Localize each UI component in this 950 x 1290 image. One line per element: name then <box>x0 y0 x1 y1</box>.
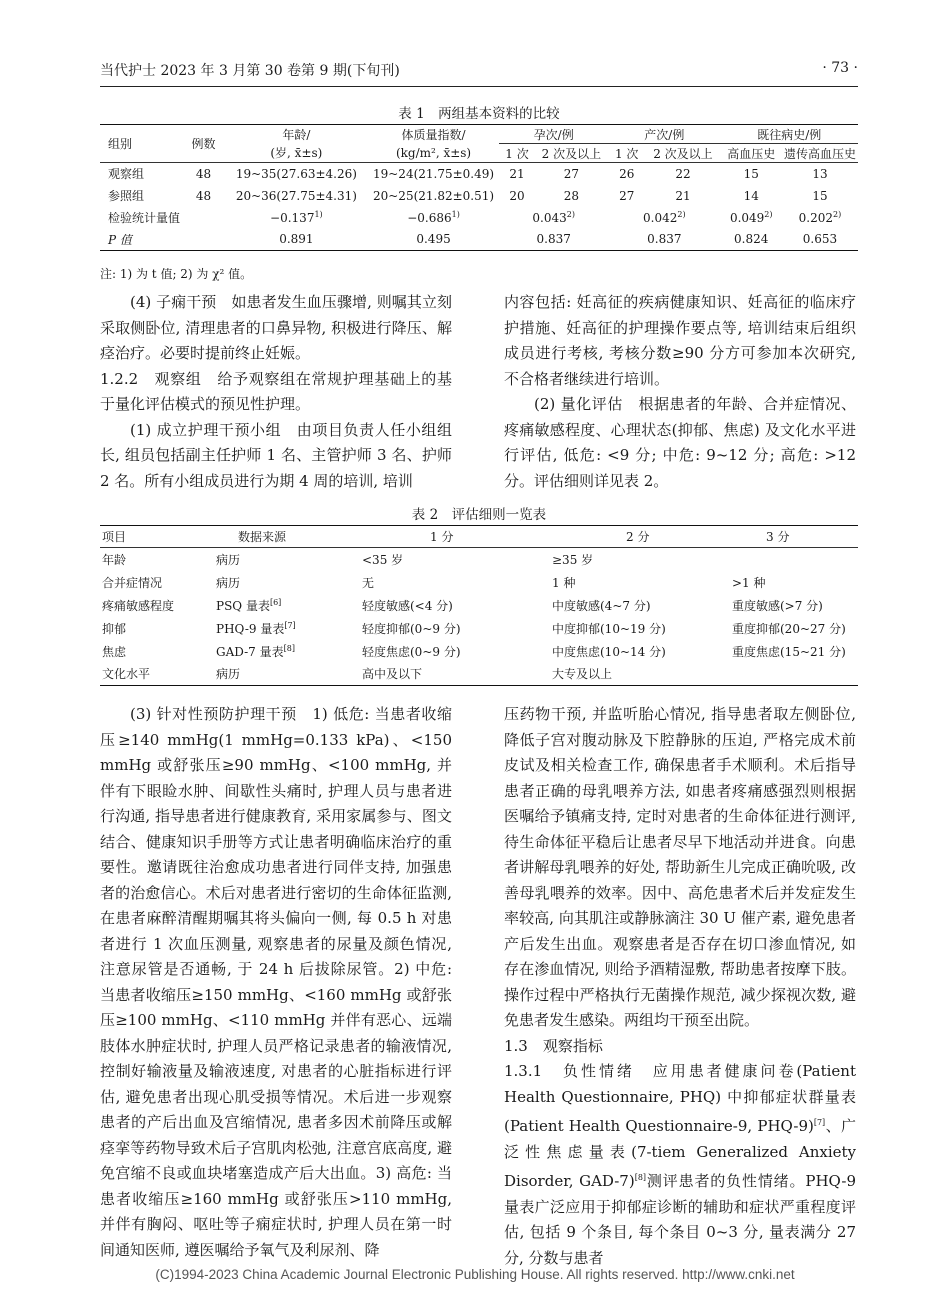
header-pregnancy: 孕次/例 <box>499 125 608 144</box>
cell: 15 <box>812 188 828 203</box>
cell: 0.824 <box>734 232 769 247</box>
cell: 轻度焦虑(0~9 分) <box>362 644 461 659</box>
row-label: P 值 <box>108 232 132 247</box>
header-cases: 例数 <box>191 137 216 151</box>
body-column-left-bottom <box>100 702 452 1263</box>
cell <box>730 663 858 686</box>
paragraph: (1) 成立护理干预小组 由项目负责人任小组组长, 组员包括副主任护师 1 名、主管护师 3 名、护师 2 名。所有小组成员进行为期 4 周的培训, 培训 <box>100 420 452 490</box>
paragraph: (4) 子痫干预 如患者发生血压骤增, 则嘱其立刻采取侧卧位, 清理患者的口鼻异物, 积极进行降压、解痉治疗。必要时提前终止妊娠。 <box>100 293 452 362</box>
cell: 0.495 <box>416 232 451 247</box>
table2 <box>100 525 858 686</box>
table1-caption: 表 1 两组基本资料的比较 <box>398 106 560 122</box>
body-column-right-top <box>504 290 856 494</box>
cell: >1 种 <box>732 575 766 590</box>
header-item: 项目 <box>102 530 127 544</box>
cell: 重度抑郁(20~27 分) <box>732 621 846 636</box>
cell: GAD-7 量表[8] <box>216 643 295 659</box>
cell: 0.043$^{2)}$ <box>532 210 575 225</box>
table-row <box>100 571 858 594</box>
paragraph: (2) 量化评估 根据患者的年龄、合并症情况、疼痛敏感程度、心理状态(抑郁、焦虑) 及文化水平进行评估, 低危: <9 分; 中危: 9~12 分; 高危: >12 分。评估细则详见表 2。 <box>504 395 856 490</box>
cell: 27 <box>563 166 580 181</box>
cell: 疼痛敏感程度 <box>102 598 175 613</box>
journal-citation: 当代护士 2023 年 3 月第 30 卷第 9 期(下旬刊) <box>100 63 400 79</box>
table2-caption: 表 2 评估细则一览表 <box>411 507 547 523</box>
paragraph: 压药物干预, 并监听胎心情况, 指导患者取左侧卧位, 降低子宫对腹动脉及下腔静脉的压迫, 严格完成术前皮试及相关检查工作, 确保患者手术顺利。术后指导患者正确的母乳喂养方法, 如患者疼痛感强烈则根据医嘱给予镇痛支持, 定时对患者的生命体征进行测评, 待生命体征平稳后让患者尽早下地活动并进食。向患者讲解母乳喂养的好处, 帮助新生儿完成正确吮吸, 改善母乳喂养的效率。因中、高危患者术后并发症发生率较高, 向其肌注或静脉滴注 30 U 催产素, 避免患者产后发生出血。观察患者是否存在切口渗血情况, 如存在渗血情况, 则给予酒精湿敷, 帮助患者按摩下肢。操作过程中严格执行无菌操作规范, 减少探视次数, 避免患者发生感染。两组均干预至出院。 <box>504 705 856 1029</box>
cell: 病历 <box>216 575 241 590</box>
cell: PHQ-9 量表[7] <box>216 620 296 636</box>
cell: 13 <box>812 166 828 181</box>
cell: ≥35 岁 <box>552 552 594 567</box>
header-hereditary: 遗传高血压史 <box>783 146 856 161</box>
cell: $-0.686^{1)}$ <box>407 210 460 225</box>
cell: 病历 <box>216 667 241 682</box>
cell: 焦虑 <box>102 644 127 659</box>
cell: 病历 <box>216 552 241 567</box>
copyright-footer: (C)1994-2023 China Academic Journal Electronic Publishing House. All rights reserved. http://www.cnki.net <box>155 1267 795 1282</box>
cell: 轻度抑郁(0~9 分) <box>362 621 461 636</box>
table-row <box>100 185 858 207</box>
header-score-2: 2 分 <box>626 530 650 544</box>
table-row <box>100 640 858 663</box>
table-row-p <box>100 229 858 251</box>
cell: <35 岁 <box>362 552 404 567</box>
header-hypertension: 高血压史 <box>727 146 776 161</box>
cell: 中度抑郁(10~19 分) <box>552 621 666 636</box>
paragraph: 内容包括: 妊高征的疾病健康知识、妊高征的临床疗护措施、妊高征的护理操作要点等, 培训结束后组织成员进行考核, 考核分数≥90 分方可参加本次研究, 不合格者继续进行培训。 <box>504 293 856 388</box>
header-score-3: 3 分 <box>766 530 790 544</box>
header-age: 年龄/ <box>282 127 311 142</box>
cell <box>730 548 858 571</box>
cell: 合并症情况 <box>102 575 163 590</box>
table-row <box>100 617 858 640</box>
header-parity: 产次/例 <box>608 125 721 144</box>
section-heading: 1.2.2 观察组 给予观察组在常规护理基础上的基于量化评估模式的预见性护理。 <box>100 369 452 413</box>
row-label: 观察组 <box>108 167 145 182</box>
header-bmi-unit: (kg/m², x̄±s) <box>395 145 472 160</box>
header-history: 既往病史/例 <box>721 125 858 144</box>
header-parity-once: 1 次 <box>614 146 639 161</box>
cell: 27 <box>619 188 635 203</box>
cell: 中度敏感(4~7 分) <box>552 598 651 613</box>
cell: 20~36(27.75±4.31) <box>235 188 357 203</box>
cell: 0.837 <box>647 232 682 247</box>
cell: 22 <box>675 166 691 181</box>
cell: 文化水平 <box>102 667 151 682</box>
cell: PSQ 量表[6] <box>216 597 282 613</box>
cell: 48 <box>195 188 212 203</box>
cell: 0.653 <box>802 232 838 247</box>
cell: 中度焦虑(10~14 分) <box>552 644 666 659</box>
page-number: · 73 · <box>822 60 858 76</box>
cell: 15 <box>743 166 759 181</box>
header-source: 数据来源 <box>238 530 287 544</box>
table-row <box>100 163 858 185</box>
cell: 抑郁 <box>102 621 127 636</box>
cell: 26 <box>619 166 635 181</box>
cell: 高中及以下 <box>362 667 423 682</box>
cell: 无 <box>362 575 375 590</box>
paragraph: 1.3.1 负性情绪 应用患者健康问卷(Patient Health Questionnaire, PHQ) 中抑郁症状群量表(Patient Health Questionnaire-9, PHQ-9)[7]、广泛性焦虑量表(7-tiem Generalized Anxiety Disorder, GAD-7)[8]测评患者的负性情绪。PHQ-9 量表广泛应用于抑郁症诊断的辅助和症状严重程度评估, 包括 9 个条目, 每个条目 0~3 分, 量表满分 27 分, 分数与患者 <box>504 1062 857 1267</box>
cell: 48 <box>195 166 212 181</box>
table1 <box>100 124 858 251</box>
cell: 1 种 <box>552 575 576 590</box>
running-head <box>100 60 858 87</box>
cell: 0.891 <box>279 232 314 247</box>
table-row <box>100 594 858 617</box>
cell: 0.042$^{2)}$ <box>643 210 686 225</box>
header-preg-twice: 2 次及以上 <box>541 146 602 161</box>
cell: 19~24(21.75±0.49) <box>372 166 495 181</box>
cell: 0.049$^{2)}$ <box>729 210 773 225</box>
row-label: 检验统计量值 <box>108 211 181 225</box>
cell: $-0.137^{1)}$ <box>270 210 323 225</box>
table-row-stat <box>100 207 858 229</box>
table-row <box>100 548 858 571</box>
cell: 21 <box>675 188 691 203</box>
cell: 21 <box>509 166 525 181</box>
cell: 重度敏感(>7 分) <box>732 598 823 613</box>
cell: 28 <box>563 188 580 203</box>
cell: 0.837 <box>536 232 571 247</box>
header-bmi: 体质量指数/ <box>401 127 466 142</box>
cell: 19~35(27.63±4.26) <box>235 166 357 181</box>
cell: 14 <box>743 188 759 203</box>
cell: 20~25(21.82±0.51) <box>372 188 495 203</box>
cell: 年龄 <box>102 552 127 567</box>
header-group: 组别 <box>108 137 133 151</box>
cell: 轻度敏感(<4 分) <box>362 598 453 613</box>
cell: 20 <box>509 188 525 203</box>
cell: 0.202$^{2)}$ <box>798 210 842 225</box>
table1-note: 注: 1) 为 t 值; 2) 为 χ² 值。 <box>100 267 253 281</box>
body-column-right-bottom <box>504 702 856 1271</box>
body-column-left-top <box>100 290 452 494</box>
header-preg-once: 1 次 <box>505 146 529 161</box>
paragraph: (3) 针对性预防护理干预 1) 低危: 当患者收缩压≥140 mmHg(1 mmHg=0.133 kPa)、<150 mmHg 或舒张压≥90 mmHg、<100 mmHg, 并伴有下眼睑水肿、间歇性头痛时, 护理人员与患者进行沟通, 指导患者进行健康教育, 采用家属参与、图文结合、健康知识手册等方式让患者明确临床治疗的重要性。邀请既往治愈成功患者进行同伴支持, 加强患者的治愈信心。术后对患者进行密切的生命体征监测, 在患者麻醉清醒期嘱其将头偏向一侧, 每 0.5 h 对患者进行 1 次血压测量, 观察患者的尿量及颜色情况, 注意尿管是否通畅, 于 24 h 后拔除尿管。2) 中危: 当患者收缩压≥150 mmHg、<160 mmHg 或舒张压≥100 mmHg、<110 mmHg 并伴有恶心、远端肢体水肿症状时, 护理人员严格记录患者的输液情况, 控制好输液量及输液速度, 对患者的心脏指标进行评估, 避免患者出现心肌受损等情况。术后进一步观察患者的产后出血及宫缩情况, 患者多因术前降压或解痉挛等药物导致术后子宫肌肉松弛, 注意宫底高度, 避免宫缩不良或血块堵塞造成产后大出血。3) 高危: 当患者收缩压≥160 mmHg 或舒张压>110 mmHg, 并伴有胸闷、呕吐等子痫症状时, 护理人员在第一时间通知医师, 遵医嘱给予氧气及利尿剂、降 <box>100 705 452 1259</box>
header-age-unit: (岁, x̄±s) <box>270 146 323 161</box>
cell: 大专及以上 <box>552 667 613 682</box>
section-heading: 1.3 观察指标 <box>504 1036 603 1055</box>
table-row <box>100 663 858 686</box>
header-score-1: 1 分 <box>430 530 454 544</box>
row-label: 参照组 <box>108 189 145 203</box>
cell: 重度焦虑(15~21 分) <box>732 644 846 659</box>
header-parity-twice: 2 次及以上 <box>653 146 713 161</box>
